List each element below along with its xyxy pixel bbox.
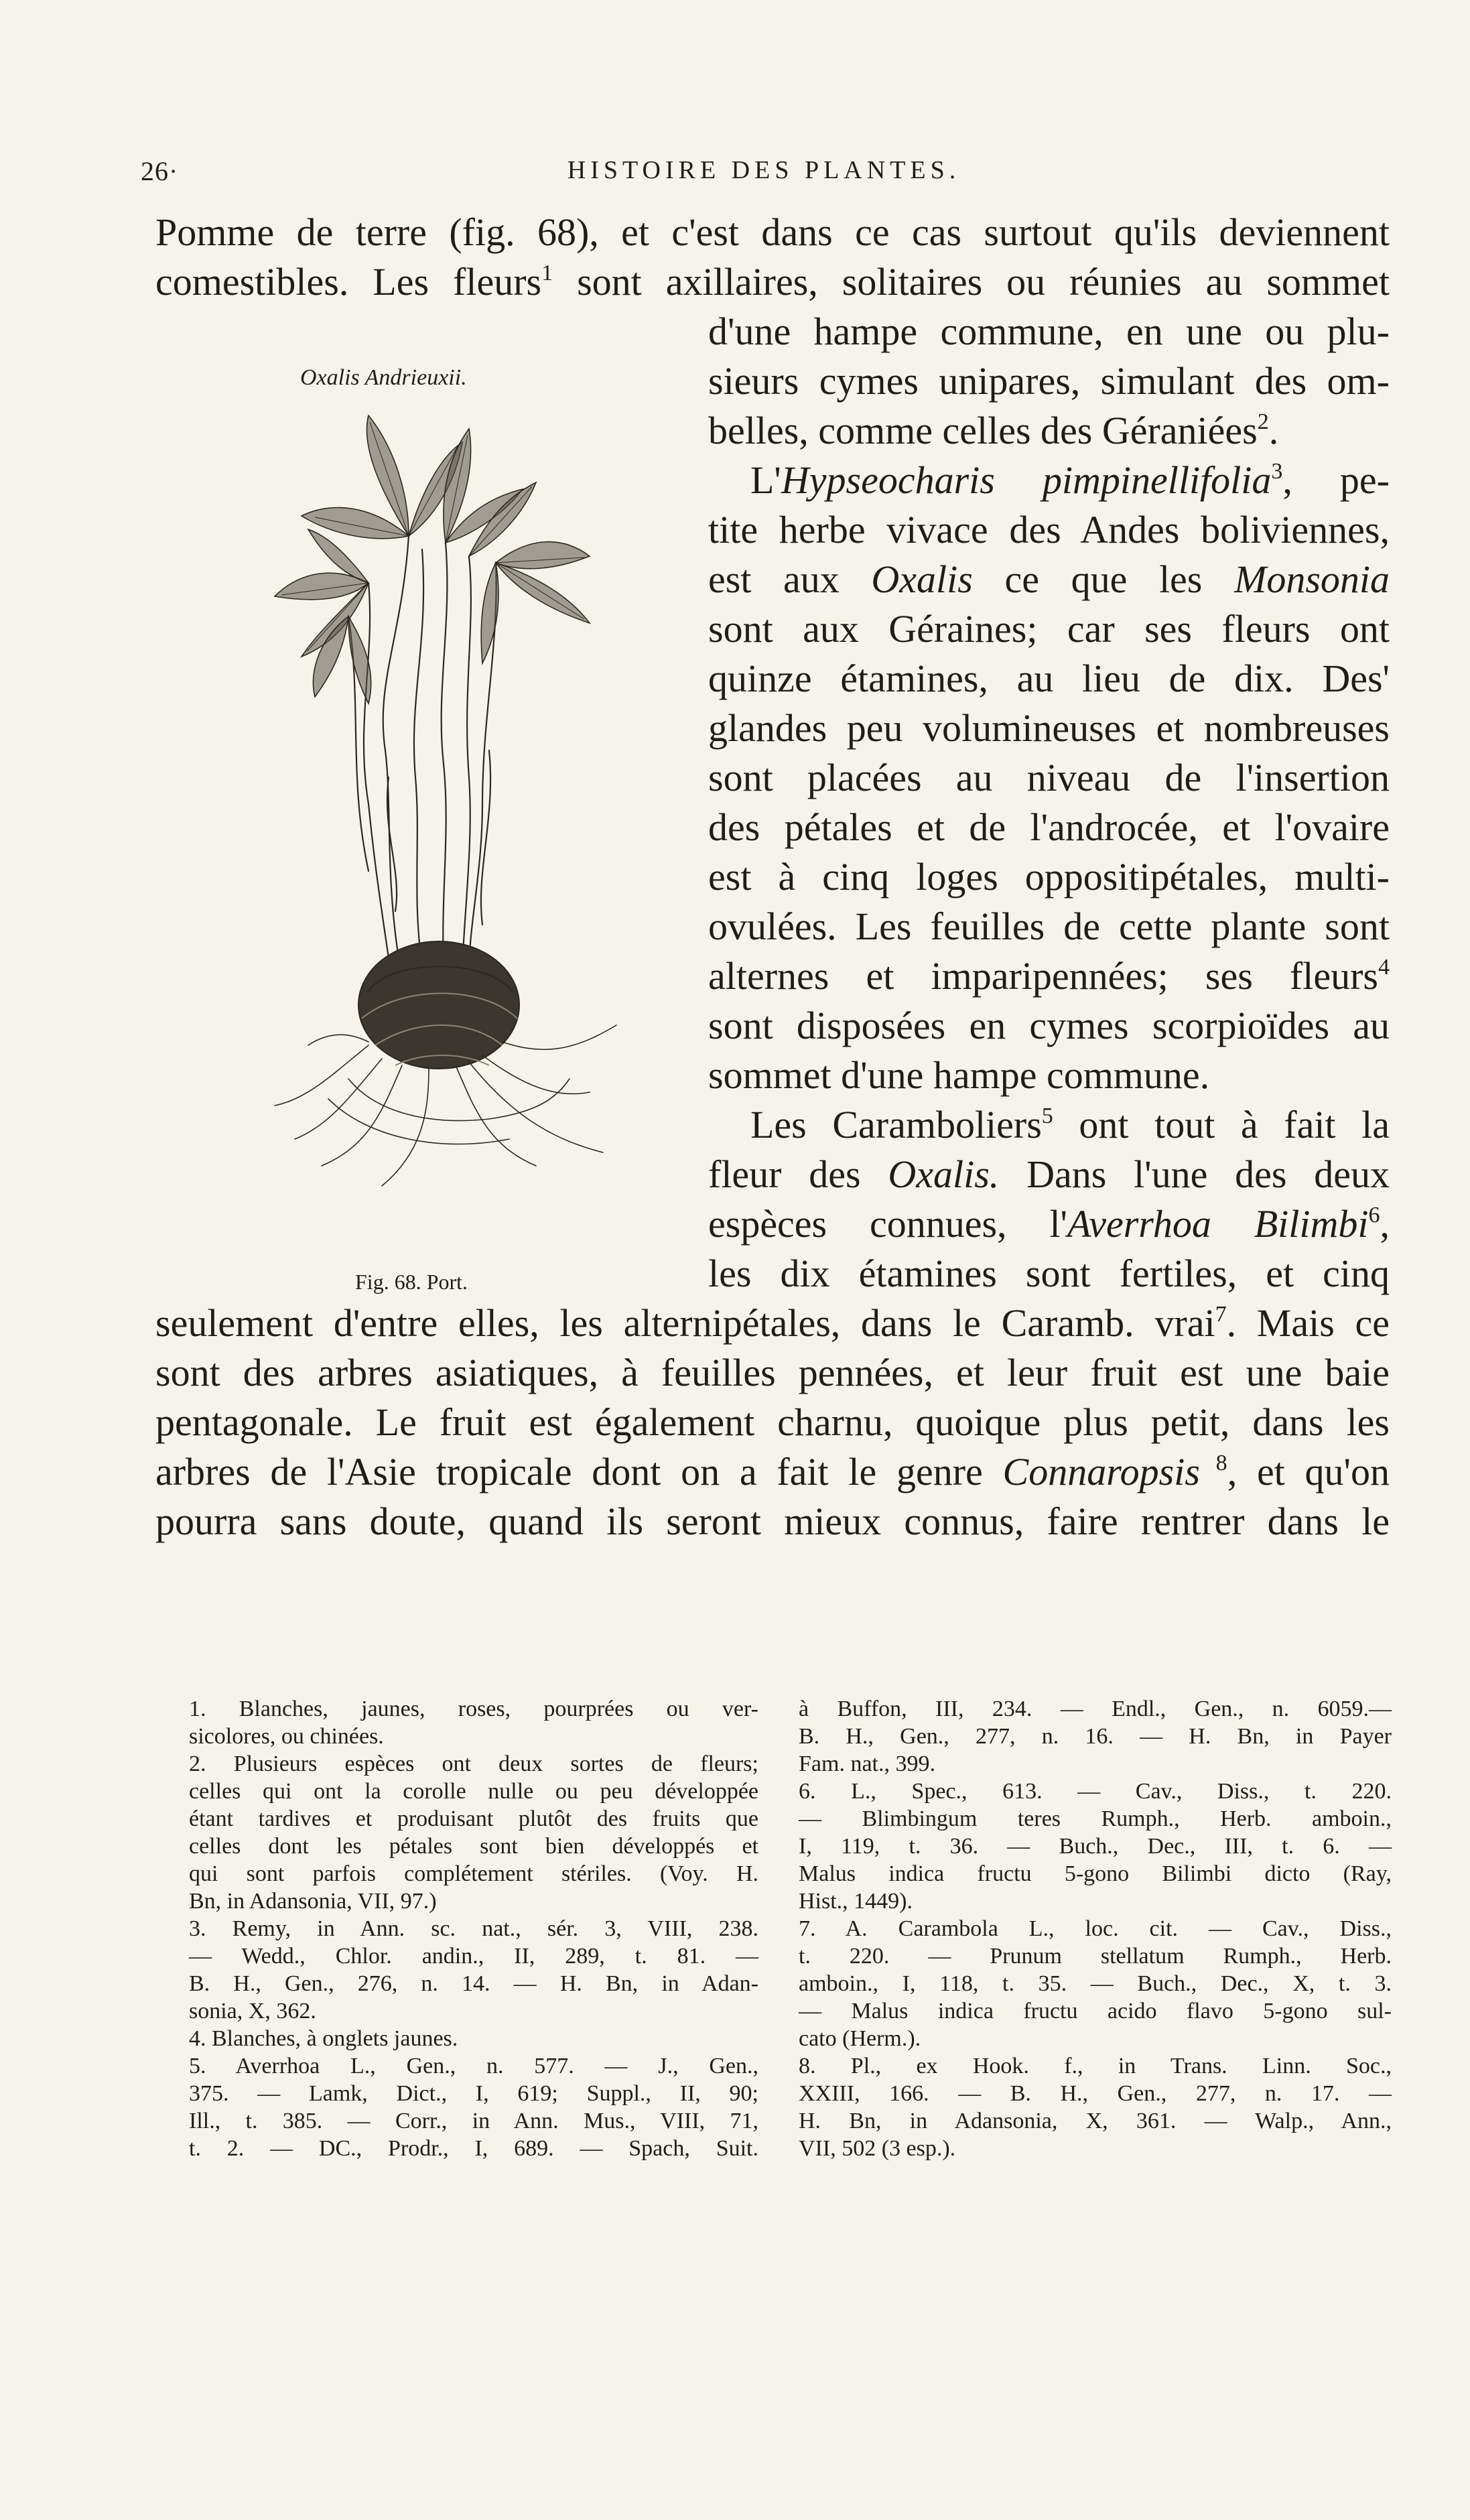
running-title: HISTOIRE DES PLANTES. [567,156,961,184]
footnote-line: cato (Herm.). [799,2026,921,2051]
footnote-line: 2. Plusieurs espèces ont deux sortes de fleurs; [189,1751,758,1776]
body-line: alternes et imparipennées; ses fleurs$^4$ [708,954,1390,998]
body-line: fleur des Oxalis. Dans l'une des deux [708,1152,1390,1196]
footnotes-left-column [189,1695,758,2162]
body-line: glandes peu volumineuses et nombreuses [708,706,1390,750]
footnote-line: 1. Blanches, jaunes, roses, pourprées ou ver- [189,1697,758,1721]
body-line: seulement d'entre elles, les alternipétales, dans le Caramb. vrai$^7$. Mais ce [155,1301,1390,1345]
footnote-line: — Blimbingum teres Rumph., Herb. amboin., [799,1806,1392,1831]
footnote-line: amboin., I, 118, t. 35. — Buch., Dec., X, t. 3. [799,1971,1392,1996]
running-head [134,155,1394,196]
body-line: sont aux Géraines; car ses fleurs ont [708,607,1390,651]
body-line: est à cinq loges oppositipétales, multi- [708,855,1390,899]
body-line: sieurs cymes unipares, simulant des om- [708,359,1390,403]
body-line: des pétales et de l'androcée, et l'ovaire [708,805,1390,849]
footnote-ref[interactable]: 8 [1199,1451,1227,1475]
body-line: arbres de l'Asie tropicale dont on a fait le genre Connaropsis $^8$, et qu'on [155,1450,1390,1494]
footnote-line: — Malus indica fructu acido flavo 5-gono sul- [799,1999,1392,2024]
footnote-line: Ill., t. 385. — Corr., in Ann. Mus., VIII, 71, [189,2109,758,2133]
oxalis-illustration [268,402,643,1260]
body-line: d'une hampe commune, en une ou plu- [708,310,1390,353]
body-line: sont des arbres asiatiques, à feuilles pennées, et leur fruit est une baie [155,1351,1390,1394]
footnote-ref[interactable]: 7 [1215,1302,1227,1327]
footnote-line: t. 2. — DC., Prodr., I, 689. — Spach, Suit. [189,2136,758,2161]
footnote-line: t. 220. — Prunum stellatum Rumph., Herb. [799,1944,1392,1969]
footnote-line: 375. — Lamk, Dict., I, 619; Suppl., II, 90; [189,2081,758,2106]
footnote-line: 5. Averrhoa L., Gen., n. 577. — J., Gen., [189,2054,758,2078]
footnote-line: 6. L., Spec., 613. — Cav., Diss., t. 220. [799,1779,1392,1804]
footnote-line: I, 119, t. 36. — Buch., Dec., III, t. 6. — [799,1834,1392,1859]
footnote-line: B. H., Gen., 277, n. 16. — H. Bn, in Payer [799,1724,1392,1749]
footnote-line: B. H., Gen., 276, n. 14. — H. Bn, in Adan- [189,1971,758,1996]
footnote-line: 8. Pl., ex Hook. f., in Trans. Linn. Soc., [799,2054,1392,2078]
footnote-line: Bn, in Adansonia, VII, 97.) [189,1889,437,1914]
body-line: sommet d'une hampe commune. [708,1053,1210,1097]
body-line: sont placées au niveau de l'insertion [708,756,1390,799]
footnote-line: H. Bn, in Adansonia, X, 361. — Walp., Ann., [799,2109,1392,2133]
footnote-ref[interactable]: 4 [1378,955,1390,980]
footnote-ref[interactable]: 5 [1041,1104,1053,1128]
footnote-line: étant tardives et produisant plutôt des fruits que [189,1806,758,1831]
footnote-line: 4. Blanches, à onglets jaunes. [189,2026,458,2051]
footnote-line: sonia, X, 362. [189,1999,316,2024]
body-line: L'Hypseocharis pimpinellifolia$^3$, pe- [750,458,1390,502]
body-line: pourra sans doute, quand ils seront mieux connus, faire rentrer dans le [155,1500,1390,1543]
footnote-line: XXIII, 166. — B. H., Gen., 277, n. 17. — [799,2081,1392,2106]
footnote-line: 7. A. Carambola L., loc. cit. — Cav., Diss., [799,1916,1392,1941]
footnote-line: celles qui ont la corolle nulle ou peu développée [189,1779,758,1804]
figure-caption: Fig. 68. Port. [355,1270,468,1294]
body-line: est aux Oxalis ce que les Monsonia [708,557,1390,601]
body-line: tite herbe vivace des Andes boliviennes, [708,508,1390,551]
footnote-line: VII, 502 (3 esp.). [799,2136,956,2161]
body-line: quinze étamines, au lieu de dix. Des' [708,657,1390,700]
footnotes-right-column [799,1695,1392,2162]
footnote-line: celles dont les pétales sont bien développés et [189,1834,758,1859]
footnote-ref[interactable]: 1 [541,261,553,285]
body-line: les dix étamines sont fertiles, et cinq [708,1252,1390,1295]
footnote-line: Malus indica fructu 5-gono Bilimbi dicto (Ray, [799,1861,1392,1886]
body-line: sont disposées en cymes scorpioïdes au [708,1004,1390,1047]
footnote-ref[interactable]: 2 [1257,409,1269,434]
body-line: pentagonale. Le fruit est également charnu, quoique plus petit, dans les [155,1400,1390,1444]
figure-title: Oxalis Andrieuxii. [300,365,467,390]
footnote-line: 3. Remy, in Ann. sc. nat., sér. 3, VIII, 238. [189,1916,758,1941]
body-line: Pomme de terre (fig. 68), et c'est dans ce cas surtout qu'ils deviennent [155,210,1390,254]
page-number: 26· [141,156,179,186]
footnote-ref[interactable]: 3 [1271,459,1283,484]
footnote-ref[interactable]: 6 [1368,1203,1380,1228]
body-line: belles, comme celles des Géraniées$^2$. [708,409,1279,452]
body-line: comestibles. Les fleurs$^1$ sont axillaires, solitaires ou réunies au sommet [155,260,1390,304]
footnote-line: sicolores, ou chinées. [189,1724,384,1749]
footnote-line: Hist., 1449). [799,1889,913,1914]
body-line: Les Caramboliers$^5$ ont tout à fait la [750,1103,1390,1146]
footnote-line: à Buffon, III, 234. — Endl., Gen., n. 6059.— [799,1697,1392,1721]
body-line: espèces connues, l'Averrhoa Bilimbi$^6$, [708,1202,1390,1246]
footnote-line: — Wedd., Chlor. andin., II, 289, t. 81. — [189,1944,758,1969]
footnote-line: Fam. nat., 399. [799,1751,935,1776]
body-line: ovulées. Les feuilles de cette plante sont [708,905,1390,948]
footnote-line: qui sont parfois complétement stériles. (Voy. H. [189,1861,758,1886]
